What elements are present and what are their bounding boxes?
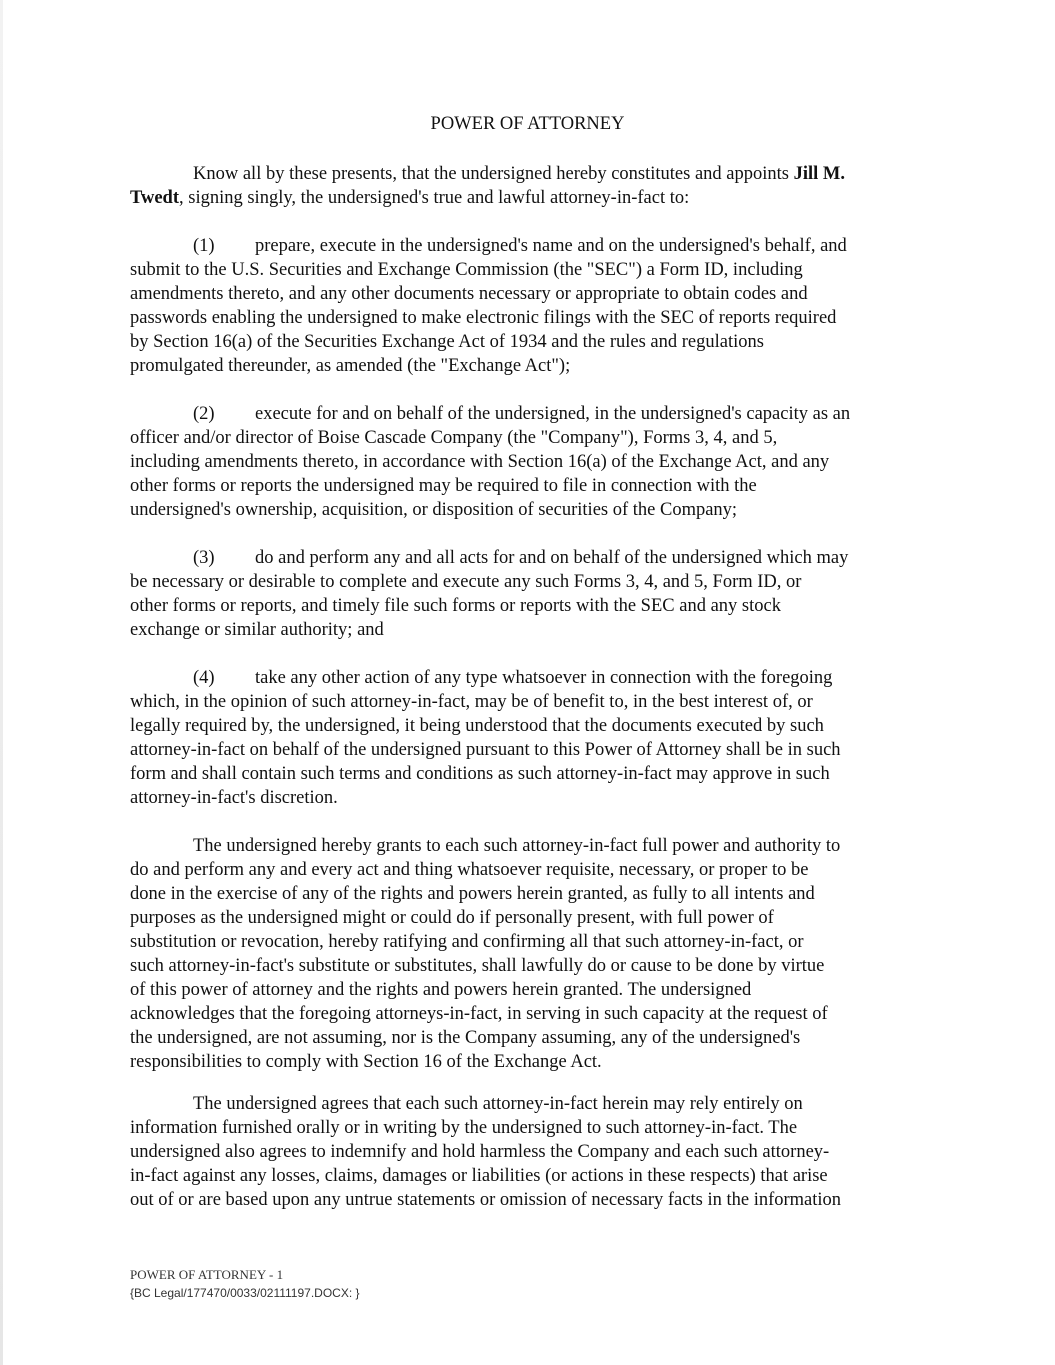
clause-line: officer and/or director of Boise Cascade Company (the "Company"), Forms 3, 4, and 5, bbox=[130, 428, 778, 448]
document-id: {BC Legal/177470/0033/02111197.DOCX: } bbox=[130, 1286, 360, 1300]
clause-line: be necessary or desirable to complete and execute any such Forms 3, 4, and 5, Form ID, or bbox=[130, 572, 802, 592]
clause-text: take any other action of any type whatsoever in connection with the foregoing bbox=[255, 668, 833, 688]
paragraph-line: substitution or revocation, hereby ratifying and confirming all that such attorney-in-fact, or bbox=[130, 932, 804, 952]
clause-line: other forms or reports, and timely file such forms or reports with the SEC and any stock bbox=[130, 596, 781, 616]
clause-line: including amendments thereto, in accordance with Section 16(a) of the Exchange Act, and any bbox=[130, 452, 830, 472]
intro-text: Know all by these presents, that the undersigned hereby constitutes and appoints bbox=[193, 164, 794, 184]
numbered-clause bbox=[130, 402, 850, 522]
clause-line: legally required by, the undersigned, it being understood that the documents executed by such bbox=[130, 716, 824, 736]
paragraph-line: information furnished orally or in writing by the undersigned to such attorney-in-fact. The bbox=[130, 1118, 798, 1138]
clause-line: which, in the opinion of such attorney-in-fact, may be of benefit to, in the best interest of, or bbox=[130, 692, 813, 712]
clause-line: promulgated thereunder, as amended (the "Exchange Act"); bbox=[130, 356, 571, 376]
clause-line: exchange or similar authority; and bbox=[130, 620, 384, 640]
body-paragraph bbox=[130, 834, 840, 1074]
clause-line: amendments thereto, and any other documents necessary or appropriate to obtain codes and bbox=[130, 284, 808, 304]
attorney-surname: Twedt bbox=[130, 188, 179, 208]
clause-line: passwords enabling the undersigned to make electronic filings with the SEC of reports required bbox=[130, 308, 837, 328]
clause-line: undersigned's ownership, acquisition, or disposition of securities of the Company; bbox=[130, 500, 738, 520]
paragraph-line: purposes as the undersigned might or could do if personally present, with full power of bbox=[130, 908, 774, 928]
clause-number: (3) bbox=[193, 548, 215, 568]
intro-paragraph bbox=[130, 162, 845, 210]
clause-text: do and perform any and all acts for and on behalf of the undersigned which may bbox=[255, 548, 849, 568]
clause-line: attorney-in-fact's discretion. bbox=[130, 788, 338, 808]
clause-number: (2) bbox=[193, 404, 215, 424]
clause-number: (4) bbox=[193, 668, 215, 688]
clause-line bbox=[130, 546, 848, 570]
clause-number: (1) bbox=[193, 236, 215, 256]
numbered-clause bbox=[130, 546, 848, 642]
clause-text: execute for and on behalf of the undersigned, in the undersigned's capacity as an bbox=[255, 404, 851, 424]
paragraph-line: The undersigned hereby grants to each such attorney-in-fact full power and authority to bbox=[193, 836, 841, 856]
page-label: POWER OF ATTORNEY - 1 bbox=[130, 1267, 284, 1282]
paragraph-line: in-fact against any losses, claims, damages or liabilities (or actions in these respects) that arise bbox=[130, 1166, 828, 1186]
clause-line bbox=[130, 402, 850, 426]
paragraph-line: out of or are based upon any untrue statements or omission of necessary facts in the information bbox=[130, 1190, 842, 1210]
body-paragraph bbox=[130, 1092, 841, 1212]
paragraph-line: such attorney-in-fact's substitute or substitutes, shall lawfully do or cause to be done by virtue bbox=[130, 956, 825, 976]
clause-line: submit to the U.S. Securities and Exchange Commission (the "SEC") a Form ID, including bbox=[130, 260, 803, 280]
paragraph-line: The undersigned agrees that each such attorney-in-fact herein may rely entirely on bbox=[193, 1094, 803, 1114]
paragraph-line: the undersigned, are not assuming, nor is the Company assuming, any of the undersigned's bbox=[130, 1028, 801, 1048]
footer bbox=[130, 1266, 360, 1302]
numbered-clause bbox=[130, 234, 847, 378]
clause-text: prepare, execute in the undersigned's name and on the undersigned's behalf, and bbox=[255, 236, 847, 256]
clause-line bbox=[130, 234, 847, 258]
clause-line: other forms or reports the undersigned may be required to file in connection with the bbox=[130, 476, 757, 496]
clause-line: attorney-in-fact on behalf of the undersigned pursuant to this Power of Attorney shall be in such bbox=[130, 740, 841, 760]
paragraph-line: acknowledges that the foregoing attorneys-in-fact, in serving in such capacity at the request of bbox=[130, 1004, 828, 1024]
paragraph-line: undersigned also agrees to indemnify and hold harmless the Company and each such attorney- bbox=[130, 1142, 830, 1162]
intro-text: , signing singly, the undersigned's true and lawful attorney-in-fact to: bbox=[179, 188, 690, 208]
clause-line: by Section 16(a) of the Securities Exchange Act of 1934 and the rules and regulations bbox=[130, 332, 764, 352]
paragraph-line: responsibilities to comply with Section 16 of the Exchange Act. bbox=[130, 1052, 602, 1072]
paragraph-line: done in the exercise of any of the rights and powers herein granted, as fully to all intents and bbox=[130, 884, 815, 904]
paragraph-line: of this power of attorney and the rights and powers herein granted. The undersigned bbox=[130, 980, 752, 1000]
scan-edge bbox=[0, 0, 3, 1365]
clause-line: form and shall contain such terms and conditions as such attorney-in-fact may approve in such bbox=[130, 764, 830, 784]
numbered-clause bbox=[130, 666, 841, 810]
clause-line bbox=[130, 666, 841, 690]
paragraph-line: do and perform any and every act and thing whatsoever requisite, necessary, or proper to be bbox=[130, 860, 809, 880]
attorney-name: Jill M. bbox=[793, 164, 845, 184]
document-title: POWER OF ATTORNEY bbox=[430, 114, 625, 134]
